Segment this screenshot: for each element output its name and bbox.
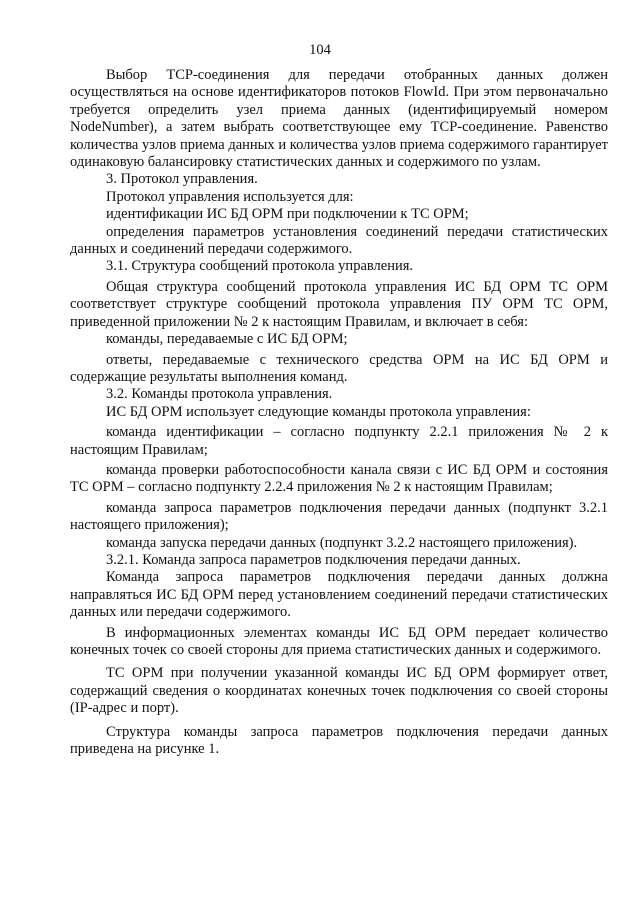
heading-protocol-commands: 3.2. Команды протокола управления. [106,386,333,403]
list-item-identification: идентификации ИС БД ОРМ при подключении к ТС ОРМ; [106,206,469,223]
list-item-health-check-command: команда проверки работоспособности канала связи с ИС БД ОРМ и состояния ТС ОРМ – согласно подпункту 2.2.4 приложения № 2 к настоящим Правилам; [70,461,608,496]
paragraph-commands-used: ИС БД ОРМ использует следующие команды протокола управления: [106,403,531,420]
paragraph-protocol-usage: Протокол управления используется для: [106,188,354,205]
list-item-params-request-command: команда запроса параметров подключения передачи данных (подпункт 3.2.1 настоящего приложения); [70,499,608,534]
paragraph-params-request-direction: Команда запроса параметров подключения передачи данных должна направляться ИС БД ОРМ перед установлением соединений передачи статистических данных или передачи содержимого. [70,569,608,621]
paragraph-figure-reference: Структура команды запроса параметров подключения передачи данных приведена на рисунке 1. [70,723,608,758]
paragraph-information-elements: В информационных элементах команды ИС БД ОРМ передает количество конечных точек со своей стороны для приема статистических данных и содержимого. [70,624,608,658]
paragraph-ts-orm-response: ТС ОРМ при получении указанной команды ИС БД ОРМ формирует ответ, содержащий сведения о координатах конечных точек подключения со своей стороны (IP-адрес и порт). [70,665,608,717]
heading-message-structure: 3.1. Структура сообщений протокола управления. [106,258,414,275]
heading-params-request-command: 3.2.1. Команда запроса параметров подключения передачи данных. [106,551,521,568]
page-body [70,67,608,758]
list-item-start-transfer-command: команда запуска передачи данных (подпункт 3.2.2 настоящего приложения). [106,534,578,551]
paragraph-message-structure: Общая структура сообщений протокола управления ИС БД ОРМ ТС ОРМ соответствует структуре сообщений протокола управления ПУ ОРМ ТС ОРМ, приведенной приложении № 2 к настоящим Правилам, и включает в себя: [70,278,608,330]
list-item-identification-command: команда идентификации – согласно подпункту 2.2.1 приложения № 2 к настоящим Правилам; [70,424,608,458]
list-item-connection-params: определения параметров установления соединений передачи статистических данных и соединений передачи содержимого. [70,223,608,258]
heading-control-protocol: 3. Протокол управления. [106,171,258,188]
list-item-responses: ответы, передаваемые с технического средства ОРМ на ИС БД ОРМ и содержащие результаты выполнения команд. [70,351,608,385]
paragraph-tcp-selection: Выбор TCP-соединения для передачи отобранных данных должен осуществляться на основе идентификаторов потоков FlowId. При этом первоначально требуется определить узел приема данных (идентифицируемый номером NodeNumber), а затем выбрать соответствующее ему TCP-соединение. Равенство количества узлов приема данных и количества узлов приема содержимого гарантирует одинаковую балансировку статистических данных и содержимого по узлам. [70,67,608,171]
page-number: 104 [309,42,331,58]
list-item-commands: команды, передаваемые с ИС БД ОРМ; [106,331,348,348]
